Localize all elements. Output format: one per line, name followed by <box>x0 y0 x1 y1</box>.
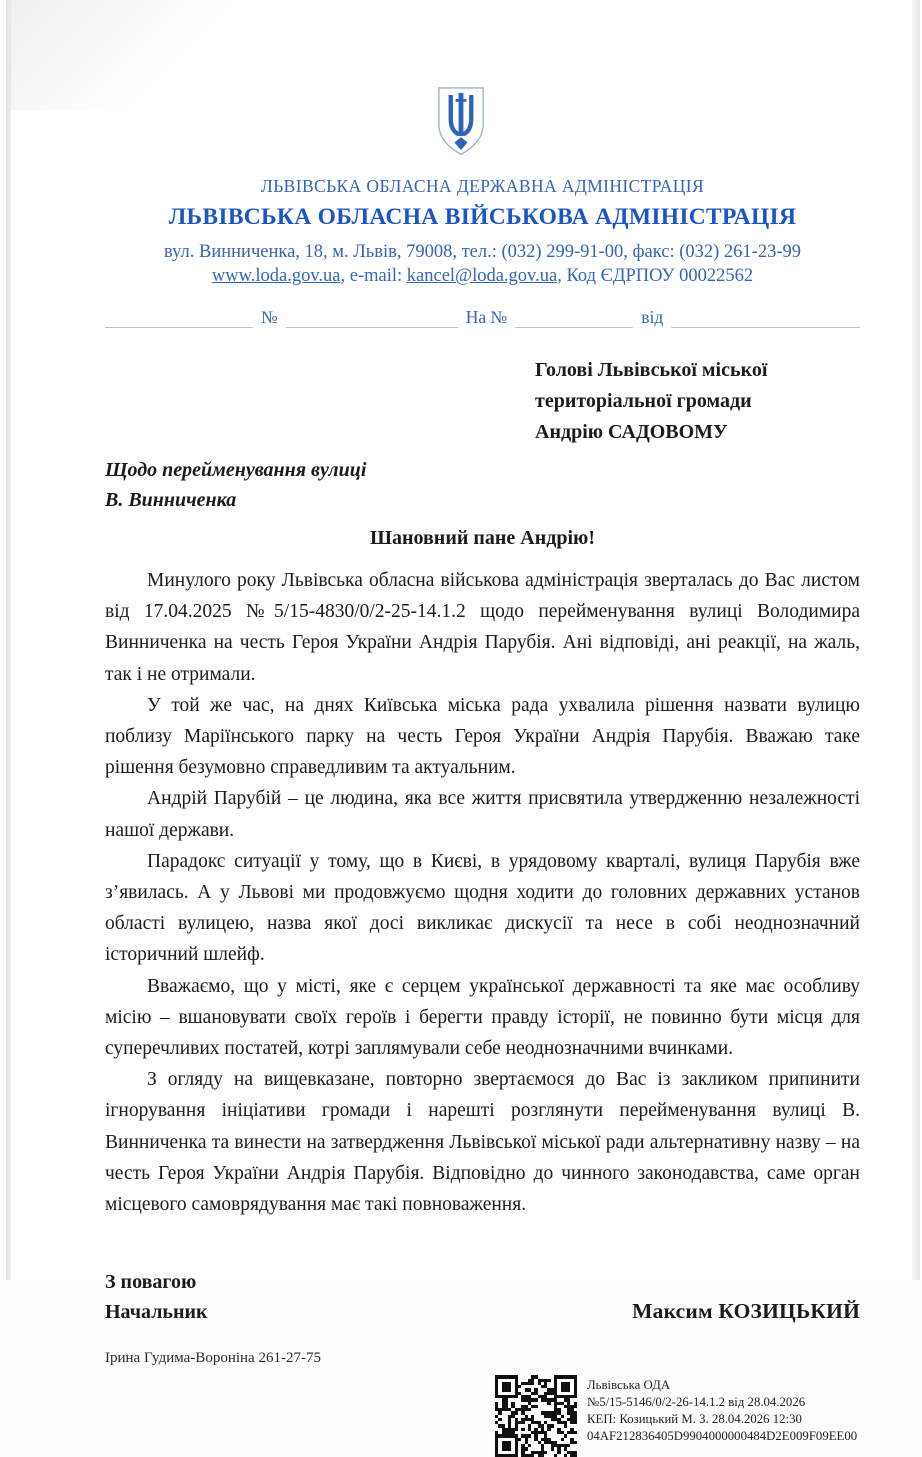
emblem-container <box>105 86 817 163</box>
trident-emblem-icon <box>434 86 488 158</box>
contacts-line <box>105 266 860 287</box>
qr-code <box>495 1375 577 1457</box>
paragraph: Андрій Парубій – це людина, яка все життя присвятила утвердженню незалежності нашої держави. <box>105 788 860 841</box>
org-parent-name: ЛЬВІВСЬКА ОБЛАСНА ДЕРЖАВНА АДМІНІСТРАЦІЯ <box>260 176 705 196</box>
reference-line <box>105 307 860 328</box>
closing-regards: З повагою <box>105 1271 197 1294</box>
ref-blank-number <box>286 307 458 328</box>
paragraph: У той же час, на днях Київська міська рада ухвалила рішення назвати вулицю поблизу Маріїнського парку на честь Героя України Андрія Парубія. Вважаю таке рішення безумовно справедливим та актуальним. <box>105 694 860 779</box>
salutation: Шановний пане Андрію! <box>370 527 595 549</box>
digital-stamp <box>495 1375 860 1457</box>
ref-blank-incoming-date <box>671 307 860 328</box>
stamp-org: Львівська ОДА <box>587 1378 671 1393</box>
signer-name: Максим КОЗИЦЬКИЙ <box>632 1299 860 1324</box>
addressee-name: Андрію САДОВОМУ <box>535 421 728 443</box>
paragraph: Вважаємо, що у місті, яке є серцем української державності та яке має особливу місію – вшановувати своїх героїв і берегти правду історії, не повинно бути місця для суперечливих постатей, котрі заплямували себе неоднозначними вчинками. <box>105 975 860 1060</box>
signer-position: Начальник <box>105 1301 208 1324</box>
page-edge-left <box>6 0 11 1280</box>
addressee-line: Голові Львівської міської <box>535 359 768 381</box>
stamp-hash: 04AF212836405D9904000000484D2E009F09EE00 <box>587 1428 858 1443</box>
paragraph: Парадокс ситуації у тому, що в Києві, в урядовому кварталі, вулиця Парубія вже з’явилась. А у Львові ми продовжуємо щодня ходити до головних державних установ області вулицею, назва якої досі викликає дискусії та несе в собі неоднозначний історичний шлейф. <box>105 850 860 966</box>
address-line: вул. Винниченка, 18, м. Львів, 79008, тел.: (032) 299-91-00, факс: (032) 261-23-99 <box>163 242 801 262</box>
ref-na-label: На № <box>465 307 508 327</box>
page-edge-right <box>912 0 920 1280</box>
paragraph: Минулого року Львівська обласна військова адміністрація зверталась до Вас листом від 17.04.2025 №5/15-4830/0/2-25-14.1.2 щодо перейменування вулиці Володимира Винниченка на честь Героя України Андрія Парубія. Ані відповіді, ані реакції, на жаль, так і не отримали. <box>105 570 860 685</box>
closing-block <box>105 1267 860 1324</box>
contacts-sep2: , <box>557 266 567 286</box>
org-name-title: ЛЬВІВСЬКА ОБЛАСНА ВІЙСЬКОВА АДМІНІСТРАЦІЯ <box>168 204 797 230</box>
subject-block <box>105 455 860 515</box>
ref-no-label: № <box>261 307 278 327</box>
email-link[interactable]: kancel@loda.gov.ua <box>406 266 558 286</box>
ref-blank-incoming-number <box>515 307 633 328</box>
website-link[interactable]: www.loda.gov.ua <box>211 266 341 286</box>
contacts-sep1: , e-mail: <box>340 266 407 286</box>
stamp-doc-number: №5/15-5146/0/2-26-14.1.2 від 28.04.2026 <box>587 1395 806 1410</box>
subject-line: Щодо перейменування вулиці <box>105 459 367 481</box>
addressee-block <box>535 355 860 448</box>
stamp-text-block <box>587 1375 857 1445</box>
stamp-kep-line: КЕП: Козицький М. З. 28.04.2026 12:30 <box>587 1412 802 1427</box>
ref-vid-label: від <box>641 307 664 327</box>
edrpou-code: Код ЄДРПОУ 00022562 <box>566 266 754 286</box>
paragraph: З огляду на вищевказане, повторно звертаємося до Вас із закликом припинити ігнорування ініціативи громади і нарешті розглянути перейменування вулиці В. Винниченка та винести на затвердження Львівської міської ради альтернативну назву – на честь Героя України Андрія Парубія. Відповідно до чинного законодавства, саме орган місцевого самоврядування має такі повноваження. <box>105 1069 860 1216</box>
subject-line: В. Винниченка <box>105 489 237 511</box>
addressee-line: територіальної громади <box>535 390 752 412</box>
ref-blank-date <box>105 307 253 328</box>
executor-contact: Ірина Гудима-Вороніна 261-27-75 <box>105 1350 321 1367</box>
letter-body <box>105 565 860 1220</box>
